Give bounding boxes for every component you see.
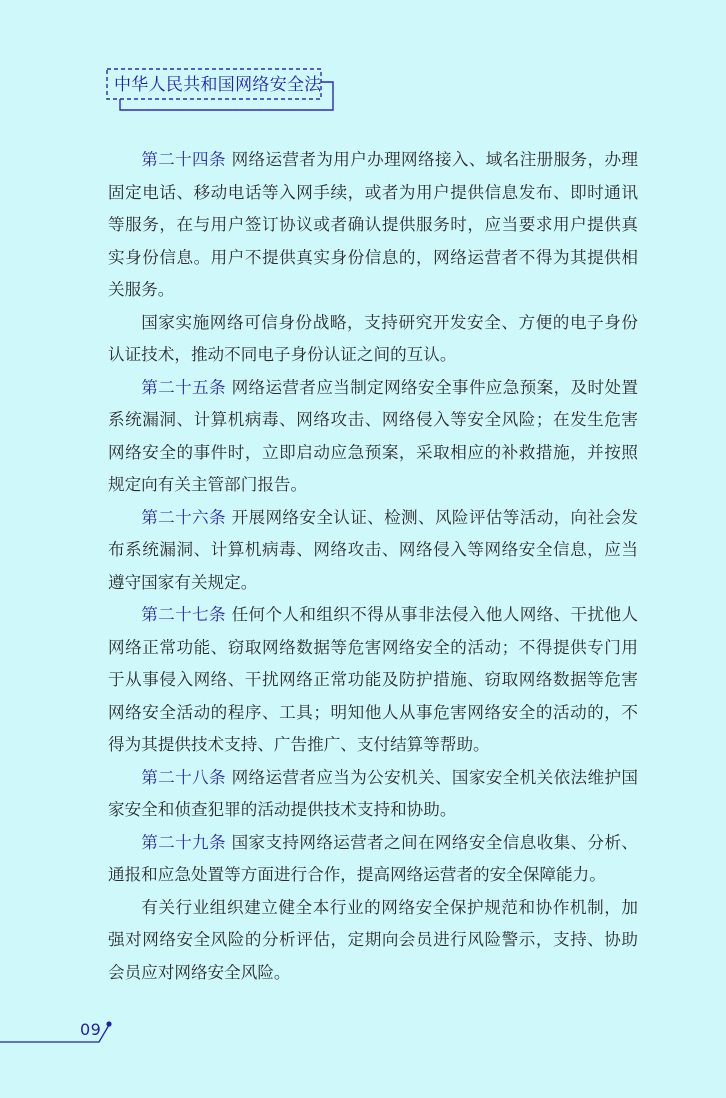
paragraph-article-27 [108, 599, 638, 762]
paragraph-text: 有关行业组织建立健全本行业的网络安全保护规范和协作机制，加强对网络安全风险的分析评估，定期向会员进行风险警示，支持、协助会员应对网络安全风险。 [108, 897, 638, 982]
article-number: 第二十七条 [141, 605, 226, 624]
paragraph-text: 开展网络安全认证、检测、风险评估等活动，向社会发布系统漏洞、计算机病毒、网络攻击、网络侵入等网络安全信息，应当遵守国家有关规定。 [108, 507, 638, 592]
page-number-underline-decoration [0, 1010, 130, 1060]
header-title: 中华人民共和国网络安全法 [114, 75, 322, 95]
paragraph-text: 国家支持网络运营者之间在网络安全信息收集、分析、通报和应急处置等方面进行合作，提高网络运营者的安全保障能力。 [108, 832, 638, 884]
running-header [106, 68, 336, 114]
article-number: 第二十六条 [141, 507, 226, 527]
article-body [108, 144, 638, 989]
paragraph-text: 网络运营者为用户办理网络接入、域名注册服务，办理固定电话、移动电话等入网手续，或者为用户提供信息发布、即时通讯等服务，在与用户签订协议或者确认提供服务时，应当要求用户提供真实身份信息。用户不提供真实身份信息的，网络运营者不得为其提供相关服务。 [108, 150, 638, 299]
article-number: 第二十九条 [141, 832, 226, 852]
page-footer [0, 1010, 130, 1060]
paragraph-text: 国家实施网络可信身份战略，支持研究开发安全、方便的电子身份认证技术，推动不同电子身份认证之间的互认。 [108, 312, 638, 364]
paragraph-article-29 [108, 827, 638, 892]
paragraph-article-24 [108, 144, 638, 307]
paragraph-article-28 [108, 762, 638, 827]
article-number: 第二十八条 [141, 767, 226, 787]
page-number: 09 [80, 1020, 102, 1039]
article-number: 第二十四条 [141, 150, 226, 169]
article-number: 第二十五条 [141, 377, 226, 397]
paragraph-article-25 [108, 372, 638, 502]
paragraph-article-29-cont [108, 892, 638, 990]
paragraph-text: 网络运营者应当为公安机关、国家安全机关依法维护国家安全和侦查犯罪的活动提供技术支持和协助。 [108, 767, 638, 819]
paragraph-article-24-cont [108, 307, 638, 372]
paragraph-text: 任何个人和组织不得从事非法侵入他人网络、干扰他人网络正常功能、窃取网络数据等危害网络安全的活动；不得提供专门用于从事侵入网络、干扰网络正常功能及防护措施、窃取网络数据等危害网络安全活动的程序、工具；明知他人从事危害网络安全的活动的，不得为其提供技术支持、广告推广、支付结算等帮助。 [108, 605, 638, 754]
paragraph-article-26 [108, 502, 638, 600]
paragraph-text: 网络运营者应当制定网络安全事件应急预案，及时处置系统漏洞、计算机病毒、网络攻击、网络侵入等安全风险；在发生危害网络安全的事件时，立即启动应急预案，采取相应的补救措施，并按照规定向有关主管部门报告。 [108, 377, 638, 494]
